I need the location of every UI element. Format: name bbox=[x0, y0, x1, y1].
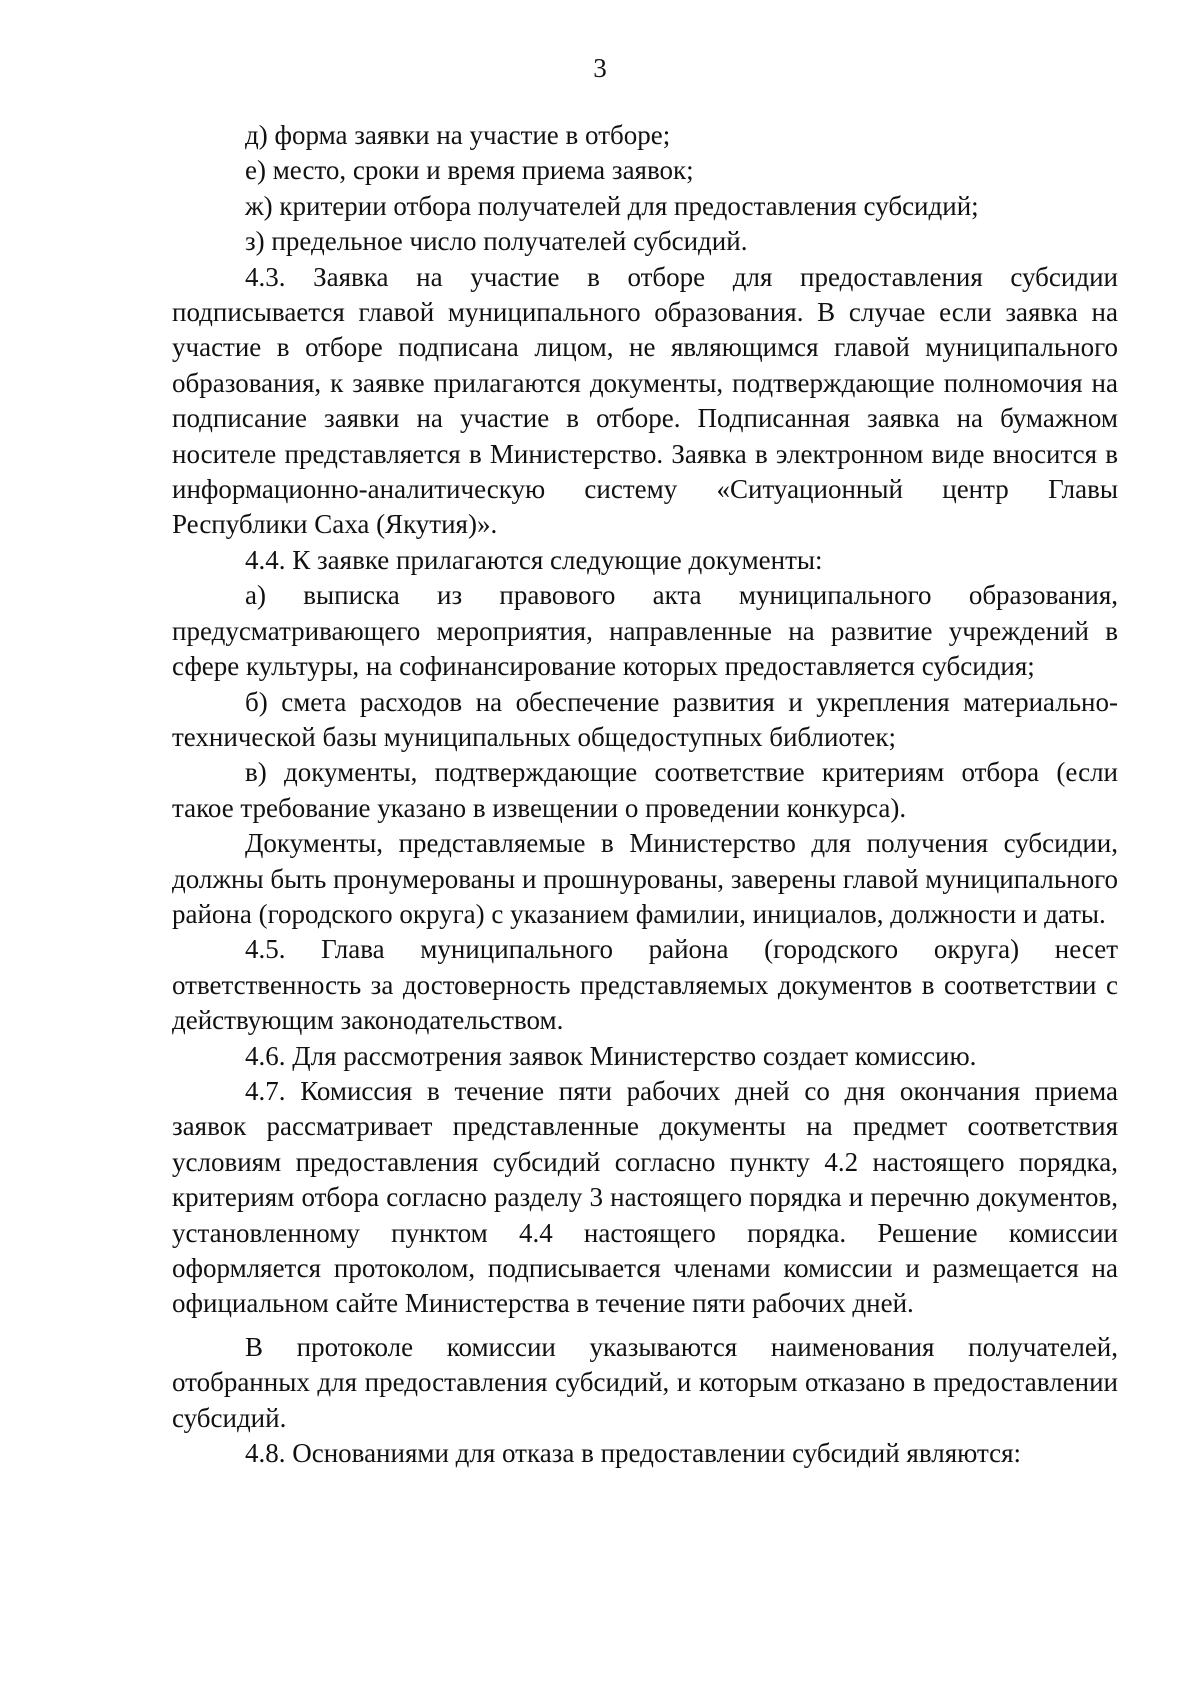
paragraph-4-4: 4.4. К заявке прилагаются следующие документы: bbox=[245, 544, 823, 575]
paragraph-item-b: б) смета расходов на обеспечение развития и укрепления материально-технической базы муниципальных общедоступных библиотек; bbox=[172, 686, 1118, 752]
paragraph-item-d: д) форма заявки на участие в отборе; bbox=[245, 120, 671, 150]
paragraph-protocol: В протоколе комиссии указываются наименования получателей, отобранных для предоставления субсидий, и которым отказано в предоставлении субсидий. bbox=[172, 1331, 1118, 1433]
paragraph-4-6: 4.6. Для рассмотрения заявок Министерство создает комиссию. bbox=[245, 1040, 977, 1071]
paragraph-4-5: 4.5. Глава муниципального района (городского округа) несет ответственность за достоверность представляемых документов в соответствии с действующим законодательством. bbox=[172, 934, 1118, 1036]
paragraph-item-z: з) предельное число получателей субсидий. bbox=[245, 226, 748, 257]
paragraph-documents: Документы, представляемые в Министерство для получения субсидии, должны быть пронумерованы и прошнурованы, заверены главой муниципального района (городского округа) с указанием фамилии, инициалов, должности и даты. bbox=[172, 828, 1118, 929]
paragraph-item-a: а) выписка из правового акта муниципального образования, предусматривающего мероприятия, направленные на развитие учреждений в сфере культуры, на софинансирование которых предоставляется субсидия; bbox=[172, 580, 1118, 682]
page-number: 3 bbox=[593, 53, 607, 83]
paragraph-4-8: 4.8. Основаниями для отказа в предоставлении субсидий являются: bbox=[245, 1438, 1021, 1469]
paragraph-item-zh: ж) критерии отбора получателей для предоставления субсидий; bbox=[245, 190, 979, 221]
paragraph-4-7: 4.7. Комиссия в течение пяти рабочих дней со дня окончания приема заявок рассматривает представленные документы на предмет соответствия условиям предоставления субсидий согласно пункту 4.2 настоящего порядка, критериям отбора согласно разделу 3 настоящего порядка и перечню документов, установленному пунктом 4.4 настоящего порядка. Решение комиссии оформляется протоколом, подписывается членами комиссии и размещается на официальном сайте Министерства в течение пяти рабочих дней. bbox=[172, 1075, 1118, 1319]
paragraph-4-3: 4.3. Заявка на участие в отборе для предоставления субсидии подписывается главой муниципального образования. В случае если заявка на участие в отборе подписана лицом, не являющимся главой муниципального образования, к заявке прилагаются документы, подтверждающие полномочия на подписание заявки на участие в отборе. Подписанная заявка на бумажном носителе представляется в Министерство. Заявка в электронном виде вносится в информационно-аналитическую систему «Ситуационный центр Главы Республики Саха (Якутия)». bbox=[172, 261, 1118, 540]
paragraph-item-v: в) документы, подтверждающие соответствие критериям отбора (если такое требование указано в извещении о проведении конкурса). bbox=[172, 757, 1118, 823]
document-body bbox=[172, 118, 1118, 1471]
paragraph-item-e: е) место, сроки и время приема заявок; bbox=[245, 155, 694, 186]
